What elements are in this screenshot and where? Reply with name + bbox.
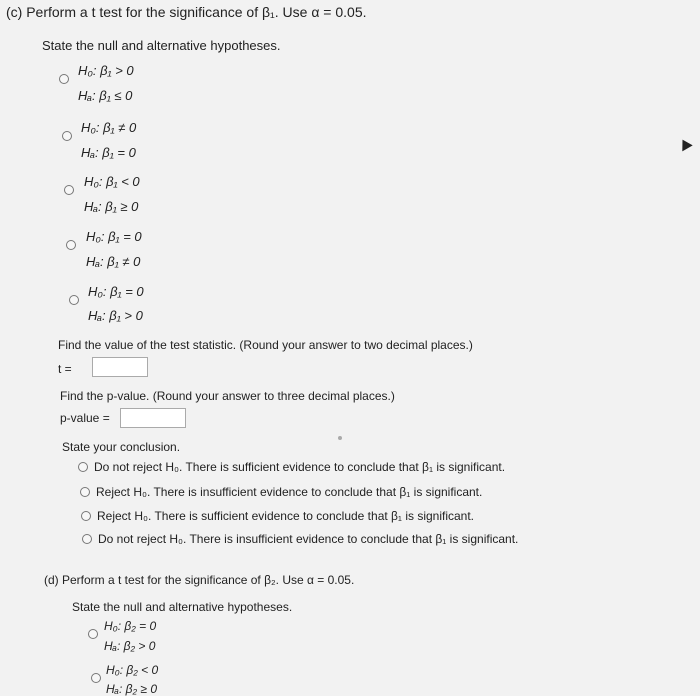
hypothesis-option-1-h0: H₀: β₁ > 0 xyxy=(78,63,134,78)
conclusion-option-4[interactable] xyxy=(82,532,518,546)
conclusion-option-3-radio[interactable] xyxy=(81,511,91,521)
part-c-hypotheses-prompt: State the null and alternative hypotheses. xyxy=(42,38,281,53)
hypothesis-option-2-h0: H₀: β₁ ≠ 0 xyxy=(81,120,137,135)
part-d-hypothesis-option-1-radio[interactable] xyxy=(88,629,98,639)
hypothesis-option-5-h0: H₀: β₁ = 0 xyxy=(88,284,144,299)
part-d-hypotheses-prompt: State the null and alternative hypotheses. xyxy=(72,600,293,614)
hypothesis-option-4-ha: Hₐ: β₁ ≠ 0 xyxy=(86,254,141,269)
conclusion-option-2[interactable] xyxy=(80,485,482,499)
part-d-hypothesis-option-2-h0: H₀: β₂ < 0 xyxy=(106,663,159,677)
hypothesis-option-3-ha: Hₐ: β₁ ≥ 0 xyxy=(84,199,139,214)
hypothesis-option-5-radio[interactable] xyxy=(69,295,79,305)
hypothesis-option-2-radio[interactable] xyxy=(62,131,72,141)
conclusion-option-1-label: Do not reject H₀. There is sufficient evidence to conclude that β₁ is significant. xyxy=(94,460,506,474)
part-d-hypothesis-option-1-h0: H₀: β₂ = 0 xyxy=(104,619,157,633)
conclusion-option-2-label: Reject H₀. There is insufficient evidence to conclude that β₁ is significant. xyxy=(96,485,483,499)
hypothesis-option-2-ha: Hₐ: β₁ = 0 xyxy=(81,145,136,160)
t-label: t = xyxy=(58,362,72,376)
mouse-cursor-icon xyxy=(677,137,692,152)
hypothesis-option-4-radio[interactable] xyxy=(66,240,76,250)
part-d-hypothesis-option-2-ha: Hₐ: β₂ ≥ 0 xyxy=(106,682,157,696)
hypothesis-option-1-ha: Hₐ: β₁ ≤ 0 xyxy=(78,88,133,103)
conclusion-option-3[interactable] xyxy=(81,509,474,523)
hypothesis-option-5-ha: Hₐ: β₁ > 0 xyxy=(88,308,143,323)
part-d-hypothesis-option-1-ha: Hₐ: β₂ > 0 xyxy=(104,639,156,653)
test-statistic-prompt: Find the value of the test statistic. (Round your answer to two decimal places.) xyxy=(58,338,473,352)
p-value-label: p-value = xyxy=(60,411,110,425)
conclusion-option-3-label: Reject H₀. There is sufficient evidence to conclude that β₁ is significant. xyxy=(97,509,475,523)
hypothesis-option-3-h0: H₀: β₁ < 0 xyxy=(84,174,140,189)
conclusion-option-1[interactable] xyxy=(78,460,505,474)
conclusion-option-4-radio[interactable] xyxy=(82,534,92,544)
conclusion-option-2-radio[interactable] xyxy=(80,487,90,497)
part-d-hypothesis-option-2-radio[interactable] xyxy=(91,673,101,683)
hypothesis-option-3-radio[interactable] xyxy=(64,185,74,195)
p-value-prompt: Find the p-value. (Round your answer to three decimal places.) xyxy=(60,389,395,403)
conclusion-option-1-radio[interactable] xyxy=(78,462,88,472)
conclusion-option-4-label: Do not reject H₀. There is insufficient evidence to conclude that β₁ is significant. xyxy=(98,532,519,546)
hypothesis-option-1-radio[interactable] xyxy=(59,74,69,84)
part-d-heading: (d) Perform a t test for the significance of β₂. Use α = 0.05. xyxy=(44,573,355,587)
t-statistic-input[interactable] xyxy=(92,357,148,377)
stray-dot xyxy=(338,436,342,440)
hypothesis-option-4-h0: H₀: β₁ = 0 xyxy=(86,229,142,244)
conclusion-prompt: State your conclusion. xyxy=(62,440,181,454)
p-value-input[interactable] xyxy=(120,408,186,428)
part-c-heading: (c) Perform a t test for the significance of β₁. Use α = 0.05. xyxy=(6,4,367,20)
